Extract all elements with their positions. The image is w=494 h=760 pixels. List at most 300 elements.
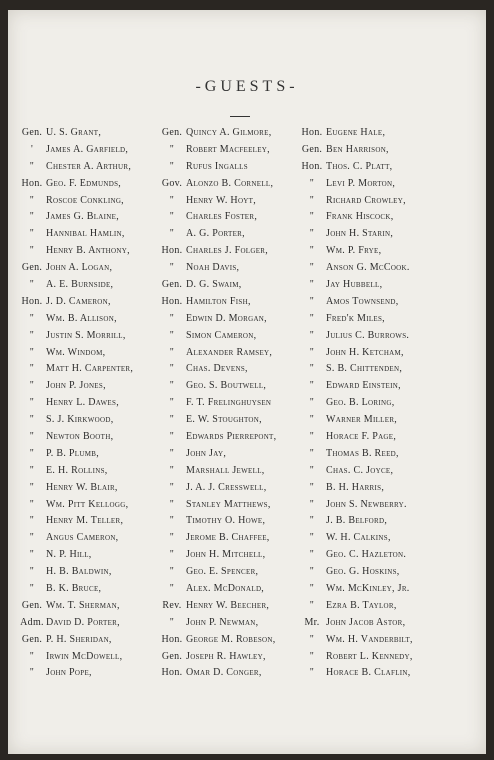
guest-name: John A. Logan, — [46, 262, 113, 274]
guest-title-prefix: " — [309, 414, 315, 426]
guest-name: W. H. Calkins, — [326, 532, 391, 544]
guest-name: Wm. Pitt Kellogg, — [46, 498, 129, 510]
guest-name: Geo. E. Spencer, — [186, 566, 259, 578]
guest-entry — [158, 175, 276, 192]
guest-title-prefix: " — [169, 447, 175, 459]
guest-name: Geo. C. Hazleton. — [326, 549, 407, 561]
guest-name: Edwards Pierrepont, — [186, 430, 277, 442]
guest-title-prefix: Gen. — [161, 126, 183, 138]
guest-title-prefix: " — [29, 312, 35, 324]
guest-name: Chester A. Arthur, — [46, 160, 132, 172]
guest-entry — [158, 394, 276, 411]
guest-name: Horace B. Claflin, — [326, 667, 411, 679]
guest-title-prefix: " — [169, 211, 175, 223]
guest-entry — [158, 479, 276, 496]
guest-title-prefix: " — [309, 211, 315, 223]
guest-name: Eugene Hale, — [326, 126, 386, 138]
guest-name: E. W. Stoughton, — [186, 414, 262, 426]
guest-title-prefix: " — [29, 481, 35, 493]
guest-entry — [158, 512, 276, 529]
guest-entry — [18, 377, 133, 394]
guest-name: Rufus Ingalls — [186, 160, 248, 172]
guest-entry — [298, 327, 413, 344]
guest-entry — [298, 242, 413, 259]
guest-name: Chas. C. Joyce, — [326, 464, 394, 476]
guest-name: Alexander Ramsey, — [186, 346, 273, 358]
guest-entry — [18, 175, 133, 192]
guest-entry — [298, 377, 413, 394]
guest-title-prefix: " — [169, 616, 175, 628]
guest-title-prefix: " — [29, 329, 35, 341]
guest-title-prefix: Hon. — [301, 126, 323, 138]
guest-entry — [158, 344, 276, 361]
guest-title-prefix: " — [309, 312, 315, 324]
guest-column-3 — [298, 124, 413, 681]
guest-entry — [298, 580, 413, 597]
guest-name: Noah Davis, — [186, 262, 240, 274]
guest-title-prefix: " — [309, 498, 315, 510]
guest-title-prefix: " — [169, 566, 175, 578]
guest-entry — [158, 597, 276, 614]
guest-entry — [18, 496, 133, 513]
guest-entry — [18, 665, 133, 682]
guest-entry — [298, 428, 413, 445]
guest-entry — [158, 124, 276, 141]
guest-name: U. S. Grant, — [46, 126, 102, 138]
guest-name: A. E. Burnside, — [46, 278, 114, 290]
guest-title-prefix: " — [169, 464, 175, 476]
guest-name: Wm. Windom, — [46, 346, 106, 358]
guest-entry — [158, 259, 276, 276]
guest-title-prefix: Hon. — [301, 160, 323, 172]
guest-name: Charles J. Folger, — [186, 245, 269, 257]
guest-title-prefix: " — [309, 245, 315, 257]
guest-title-prefix: " — [309, 262, 315, 274]
guest-entry — [18, 259, 133, 276]
guest-title-prefix: " — [169, 498, 175, 510]
guest-name: Henry W. Beecher, — [186, 599, 270, 611]
guest-title-prefix: " — [169, 363, 175, 375]
guest-name: P. B. Plumb, — [46, 447, 100, 459]
guest-entry — [18, 597, 133, 614]
guest-title-prefix: ' — [30, 143, 34, 155]
guest-name: Henry M. Teller, — [46, 515, 124, 527]
guest-title-prefix: Gen. — [161, 650, 183, 662]
guest-entry — [18, 631, 133, 648]
guest-entry — [18, 208, 133, 225]
guest-name: Richard Crowley, — [326, 194, 406, 206]
guest-name: Geo. G. Hoskins, — [326, 566, 400, 578]
guest-title-prefix: " — [29, 582, 35, 594]
guest-entry — [298, 648, 413, 665]
guest-name: Levi P. Morton, — [326, 177, 396, 189]
guest-name: J. D. Cameron, — [46, 295, 111, 307]
guest-name: Wm. McKinley, Jr. — [326, 582, 410, 594]
guest-name: J. A. J. Cresswell, — [186, 481, 267, 493]
guest-title-prefix: " — [309, 464, 315, 476]
guest-name: A. G. Porter, — [186, 228, 245, 240]
guest-title-prefix: Rev. — [162, 599, 182, 611]
guest-name: John P. Newman, — [186, 616, 259, 628]
guest-entry — [298, 614, 413, 631]
guest-name: Alex. McDonald, — [186, 582, 265, 594]
page-title: -GUESTS- — [195, 78, 299, 95]
guest-title-prefix: " — [169, 312, 175, 324]
guest-name: John Jacob Astor, — [326, 616, 406, 628]
guest-name: John H. Mitchell, — [186, 549, 266, 561]
guest-title-prefix: Gen. — [21, 633, 43, 645]
guest-title-prefix: " — [29, 414, 35, 426]
guest-title-prefix: " — [309, 397, 315, 409]
guest-entry — [298, 546, 413, 563]
guest-title-prefix: Gen. — [21, 126, 43, 138]
guest-name: Justin S. Morrill, — [46, 329, 126, 341]
guest-name: Thos. C. Platt, — [326, 160, 393, 172]
guest-entry — [18, 512, 133, 529]
guest-entry — [298, 293, 413, 310]
guest-title-prefix: " — [309, 177, 315, 189]
guest-name: John Jay, — [186, 447, 227, 459]
guest-title-prefix: " — [309, 566, 315, 578]
guest-entry — [158, 462, 276, 479]
guest-entry — [158, 665, 276, 682]
guest-entry — [18, 276, 133, 293]
guest-entry — [158, 225, 276, 242]
guest-entry — [158, 192, 276, 209]
guest-title-prefix: " — [169, 549, 175, 561]
guest-entry — [18, 529, 133, 546]
guest-entry — [18, 411, 133, 428]
guest-entry — [158, 580, 276, 597]
guest-name: James A. Garfield, — [46, 143, 129, 155]
guest-entry — [298, 208, 413, 225]
guest-title-prefix: " — [169, 397, 175, 409]
guest-name: Ezra B. Taylor, — [326, 599, 397, 611]
guest-title-prefix: " — [169, 430, 175, 442]
guest-name: Geo. F. Edmunds, — [46, 177, 122, 189]
guest-name: John S. Newberry. — [326, 498, 407, 510]
guest-title-prefix: " — [169, 414, 175, 426]
guest-entry — [158, 360, 276, 377]
guest-name: Jerome B. Chaffee, — [186, 532, 270, 544]
guest-entry — [298, 276, 413, 293]
guest-name: Julius C. Burrows. — [326, 329, 410, 341]
guest-name: Geo. S. Boutwell, — [186, 380, 267, 392]
guest-entry — [158, 563, 276, 580]
guest-name: F. T. Frelinghuysen — [186, 397, 272, 409]
guest-title-prefix: Gen. — [301, 143, 323, 155]
guest-name: Edward Einstein, — [326, 380, 401, 392]
guest-name: Fred'k Miles, — [326, 312, 385, 324]
guest-entry — [158, 293, 276, 310]
guest-name: B. K. Bruce, — [46, 582, 102, 594]
guest-entry — [158, 276, 276, 293]
guest-title-prefix: " — [169, 515, 175, 527]
guest-entry — [298, 360, 413, 377]
guest-name: Edwin D. Morgan, — [186, 312, 267, 324]
guest-entry — [298, 225, 413, 242]
guest-entry — [298, 496, 413, 513]
guest-name: Frank Hiscock, — [326, 211, 394, 223]
guest-name: Henry W. Blair, — [46, 481, 118, 493]
guest-title-prefix: " — [309, 532, 315, 544]
guest-title-prefix: " — [169, 143, 175, 155]
guest-name: Anson G. McCook. — [326, 262, 410, 274]
guest-name: N. P. Hill, — [46, 549, 92, 561]
guest-name: Jay Hubbell, — [326, 278, 383, 290]
guest-entry — [18, 192, 133, 209]
guest-entry — [158, 445, 276, 462]
guest-title-prefix: " — [309, 447, 315, 459]
guest-name: Henry L. Dawes, — [46, 397, 119, 409]
title-divider — [230, 116, 250, 117]
guest-name: Timothy O. Howe, — [186, 515, 266, 527]
guest-name: Henry W. Hoyt, — [186, 194, 257, 206]
guest-name: Amos Townsend, — [326, 295, 399, 307]
guest-title-prefix: Hon. — [161, 295, 183, 307]
guest-entry — [18, 344, 133, 361]
guest-entry — [18, 394, 133, 411]
guest-title-prefix: " — [309, 228, 315, 240]
guest-entry — [158, 208, 276, 225]
guest-name: Omar D. Conger, — [186, 667, 262, 679]
guest-entry — [18, 124, 133, 141]
guest-entry — [18, 158, 133, 175]
guest-title-prefix: " — [309, 582, 315, 594]
guest-title-prefix: " — [29, 278, 35, 290]
guest-title-prefix: " — [29, 245, 35, 257]
guest-entry — [158, 141, 276, 158]
guest-entry — [158, 411, 276, 428]
guest-name: D. G. Swaim, — [186, 278, 242, 290]
guest-title-prefix: " — [169, 532, 175, 544]
guest-title-prefix: " — [309, 515, 315, 527]
guest-title-prefix: " — [309, 650, 315, 662]
guest-title-prefix: " — [29, 397, 35, 409]
guest-entry — [18, 563, 133, 580]
guest-name: Geo. B. Loring, — [326, 397, 395, 409]
guest-entry — [158, 529, 276, 546]
guest-entry — [158, 546, 276, 563]
guest-entry — [18, 310, 133, 327]
guest-title-prefix: " — [29, 515, 35, 527]
guest-title-prefix: " — [309, 194, 315, 206]
guest-name: Joseph R. Hawley, — [186, 650, 266, 662]
guest-title-prefix: " — [29, 447, 35, 459]
guest-title-prefix: " — [169, 228, 175, 240]
guest-entry — [158, 428, 276, 445]
guest-title-prefix: " — [29, 160, 35, 172]
guest-entry — [158, 158, 276, 175]
guest-name: John H. Starin, — [326, 228, 394, 240]
guest-entry — [18, 546, 133, 563]
guest-entry — [158, 648, 276, 665]
guest-entry — [298, 344, 413, 361]
guest-title-prefix: " — [169, 329, 175, 341]
guest-title-prefix: " — [309, 481, 315, 493]
guest-name: Marshall Jewell, — [186, 464, 265, 476]
guest-entry — [298, 512, 413, 529]
guest-column-2 — [158, 124, 276, 681]
guest-title-prefix: " — [309, 295, 315, 307]
guest-entry — [18, 360, 133, 377]
guest-name: Robert L. Kennedy, — [326, 650, 413, 662]
guest-title-prefix: " — [169, 481, 175, 493]
guest-entry — [298, 124, 413, 141]
guest-entry — [298, 563, 413, 580]
guest-entry — [18, 479, 133, 496]
guest-entry — [18, 428, 133, 445]
guest-name: S. B. Chittenden, — [326, 363, 403, 375]
guest-title-prefix: Mr. — [304, 616, 320, 628]
guest-title-prefix: " — [169, 380, 175, 392]
guest-title-prefix: " — [309, 278, 315, 290]
guest-entry — [18, 614, 133, 631]
guest-name: Stanley Matthews, — [186, 498, 271, 510]
guest-entry — [158, 242, 276, 259]
guest-title-prefix: " — [169, 582, 175, 594]
guest-entry — [18, 648, 133, 665]
guest-name: Wm. T. Sherman, — [46, 599, 120, 611]
guest-entry — [18, 293, 133, 310]
guest-name: Wm. B. Allison, — [46, 312, 117, 324]
guest-name: Matt H. Carpenter, — [46, 363, 134, 375]
guest-name: Hamilton Fish, — [186, 295, 251, 307]
guest-entry — [158, 631, 276, 648]
guest-name: Henry B. Anthony, — [46, 245, 130, 257]
guest-entry — [298, 479, 413, 496]
guest-title-prefix: " — [29, 363, 35, 375]
guest-title-prefix: " — [309, 633, 315, 645]
guest-name: Ben Harrison, — [326, 143, 389, 155]
guest-entry — [158, 310, 276, 327]
guest-title-prefix: " — [309, 346, 315, 358]
guest-name: John P. Jones, — [46, 380, 106, 392]
guest-name: David D. Porter, — [46, 616, 120, 628]
guest-entry — [298, 192, 413, 209]
guest-name: Alonzo B. Cornell, — [186, 177, 274, 189]
guest-entry — [298, 259, 413, 276]
guest-title-prefix: " — [29, 346, 35, 358]
guest-title-prefix: Hon. — [161, 245, 183, 257]
guest-title-prefix: Gov. — [161, 177, 183, 189]
guest-entry — [18, 141, 133, 158]
guest-name: Newton Booth, — [46, 430, 114, 442]
guest-title-prefix: " — [309, 430, 315, 442]
guest-name: Angus Cameron, — [46, 532, 119, 544]
guest-entry — [298, 665, 413, 682]
guest-name: H. B. Baldwin, — [46, 566, 112, 578]
guest-entry — [298, 411, 413, 428]
guest-title-prefix: Hon. — [21, 177, 43, 189]
guest-title-prefix: " — [29, 667, 35, 679]
guest-title-prefix: " — [29, 464, 35, 476]
guest-entry — [18, 242, 133, 259]
guest-name: Thomas B. Reed, — [326, 447, 399, 459]
guest-name: S. J. Kirkwood, — [46, 414, 114, 426]
guest-entry — [298, 141, 413, 158]
guest-entry — [298, 529, 413, 546]
guest-name: B. H. Harris, — [326, 481, 385, 493]
guest-title-prefix: Gen. — [21, 599, 43, 611]
guest-name: Robert Macfeeley, — [186, 143, 270, 155]
guest-name: Quincy A. Gilmore, — [186, 126, 272, 138]
guest-entry — [18, 327, 133, 344]
guest-entry — [298, 631, 413, 648]
guest-title-prefix: " — [169, 262, 175, 274]
guest-entry — [298, 597, 413, 614]
guest-title-prefix: " — [29, 211, 35, 223]
guest-title-prefix: " — [29, 566, 35, 578]
guest-name: Irwin McDowell, — [46, 650, 123, 662]
guest-column-1 — [18, 124, 133, 681]
guest-name: J. B. Belford, — [326, 515, 388, 527]
guest-entry — [158, 327, 276, 344]
guest-title-prefix: " — [29, 532, 35, 544]
guest-entry — [298, 158, 413, 175]
guest-entry — [18, 445, 133, 462]
guest-entry — [298, 175, 413, 192]
guest-name: James G. Blaine, — [46, 211, 120, 223]
guest-name: Hannibal Hamlin, — [46, 228, 125, 240]
guest-name: Horace F. Page, — [326, 430, 397, 442]
guest-title-prefix: " — [309, 549, 315, 561]
guest-name: Charles Foster, — [186, 211, 258, 223]
guest-entry — [298, 310, 413, 327]
guest-title-prefix: Gen. — [161, 278, 183, 290]
guest-title-prefix: " — [29, 228, 35, 240]
guest-name: E. H. Rollins, — [46, 464, 108, 476]
guest-entry — [158, 496, 276, 513]
guest-title-prefix: " — [169, 194, 175, 206]
guest-title-prefix: " — [309, 363, 315, 375]
guest-entry — [298, 445, 413, 462]
guest-entry — [18, 580, 133, 597]
guest-title-prefix: " — [29, 194, 35, 206]
guest-name: Wm. P. Frye, — [326, 245, 382, 257]
guest-entry — [298, 462, 413, 479]
guest-title-prefix: Gen. — [21, 262, 43, 274]
guest-entry — [18, 462, 133, 479]
guest-entry — [18, 225, 133, 242]
guest-entry — [298, 394, 413, 411]
guest-entry — [158, 614, 276, 631]
guest-name: George M. Robeson, — [186, 633, 276, 645]
guest-name: Simon Cameron, — [186, 329, 257, 341]
guest-title-prefix: " — [309, 667, 315, 679]
guest-title-prefix: " — [29, 380, 35, 392]
guest-title-prefix: Hon. — [21, 295, 43, 307]
guest-title-prefix: Adm. — [20, 616, 44, 628]
guest-name: Warner Miller, — [326, 414, 398, 426]
guest-title-prefix: " — [29, 498, 35, 510]
guest-name: Roscoe Conkling, — [46, 194, 124, 206]
guest-title-prefix: " — [169, 160, 175, 172]
guest-name: Chas. Devens, — [186, 363, 248, 375]
document-page — [8, 10, 486, 754]
guest-title-prefix: Hon. — [161, 633, 183, 645]
guest-name: P. H. Sheridan, — [46, 633, 112, 645]
guest-name: John Pope, — [46, 667, 92, 679]
guest-title-prefix: " — [29, 549, 35, 561]
guest-title-prefix: " — [309, 329, 315, 341]
guest-title-prefix: " — [29, 650, 35, 662]
guest-title-prefix: Hon. — [161, 667, 183, 679]
guest-title-prefix: " — [29, 430, 35, 442]
guest-entry — [158, 377, 276, 394]
guest-name: John H. Ketcham, — [326, 346, 404, 358]
guest-title-prefix: " — [169, 346, 175, 358]
